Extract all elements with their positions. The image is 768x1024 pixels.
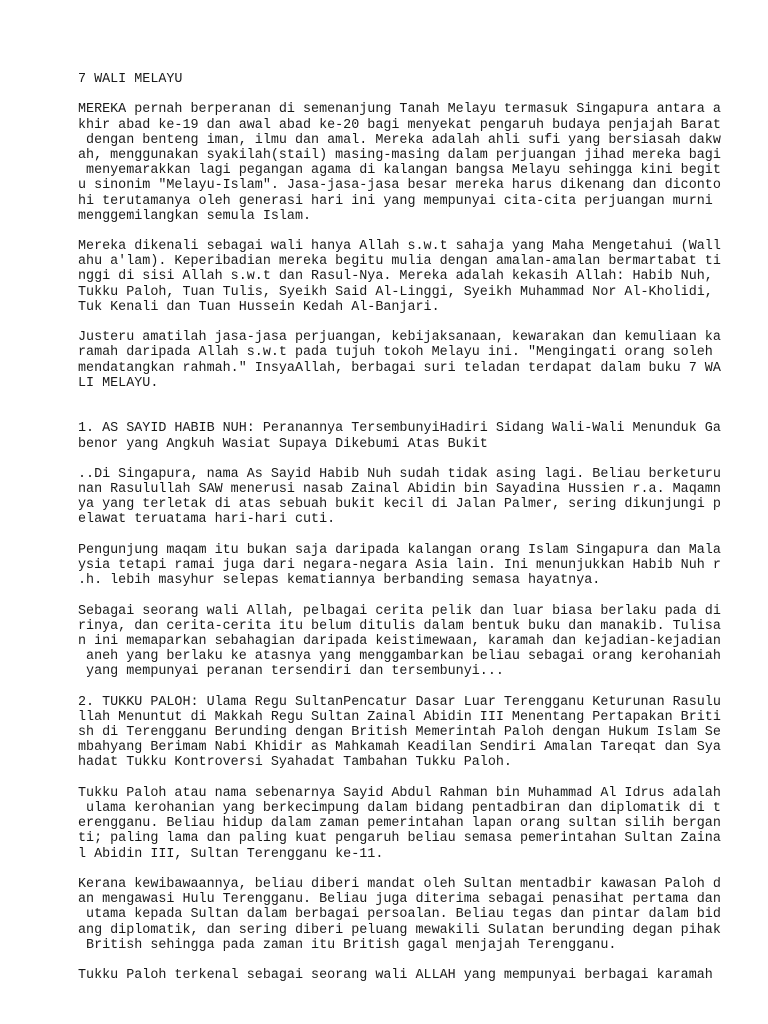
- heading-line: 2. TUKKU PALOH: Ulama Regu SultanPencatur Dasar Luar Terengganu Keturunan Rasulu: [78, 694, 721, 710]
- text-line: nan Rasulullah SAW menerusi nasab Zainal Abidin bin Sayadina Hussien r.a. Maqamn: [78, 482, 721, 498]
- text-line: dengan benteng iman, ilmu dan amal. Mereka adalah ahli sufi yang bersiasah dakw: [78, 132, 721, 148]
- text-line: LI MELAYU.: [78, 375, 159, 391]
- spacer: [78, 862, 758, 877]
- text-line: ysia tetapi ramai juga dari negara-negara Asia lain. Ini menunjukkan Habib Nuh r: [78, 558, 721, 573]
- text-line: an mengawasi Hulu Terengganu. Beliau juga diterima sebagai penasihat pertama dan: [78, 892, 721, 908]
- heading-line: 1. AS SAYID HABIB NUH: Peranannya TersembunyiHadiri Sidang Wali-Wali Menunduk Ga: [78, 421, 721, 437]
- text-line: ti; paling lama dan paling kuat pengaruh beliau semasa pemerintahan Sultan Zaina: [78, 831, 721, 847]
- text-line: aneh yang berlaku ke atasnya yang menggambarkan beliau sebagai orang kerohaniah: [78, 649, 721, 665]
- spacer: [78, 315, 758, 330]
- text-line: Tukku Paloh, Tuan Tulis, Syeikh Said Al-Linggi, Syeikh Muhammad Nor Al-Kholidi,: [78, 284, 713, 300]
- text-line: Pengunjung maqam itu bukan saja daripada kalangan orang Islam Singapura dan Mala: [78, 542, 721, 558]
- section-2-paragraph-2: [78, 877, 758, 953]
- spacer: [78, 87, 758, 102]
- text-line: utama kepada Sultan dalam berbagai persoalan. Beliau tegas dan pintar dalam bid: [78, 907, 721, 923]
- text-line: ah, menggunakan syakilah(stail) masing-masing dalam perjuangan jihad mereka bagi: [78, 147, 721, 163]
- section-2-heading: [78, 695, 758, 771]
- spacer: [78, 224, 758, 239]
- text-line: rinya, dan cerita-cerita itu belum ditulis dalam bentuk buku dan manakib. Tulisa: [78, 618, 721, 634]
- section-2-paragraph-1: [78, 786, 758, 862]
- text-line: Tuk Kenali dan Tuan Hussein Kedah Al-Banjari.: [78, 299, 440, 315]
- text-line: Mereka dikenali sebagai wali hanya Allah s.w.t sahaja yang Maha Mengetahui (Wall: [78, 239, 721, 255]
- heading-line: llah Menuntut di Makkah Regu Sultan Zainal Abidin III Menentang Pertapakan Briti: [78, 709, 721, 725]
- section-1-paragraph-3: [78, 604, 758, 680]
- text-line: ..Di Singapura, nama As Sayid Habib Nuh sudah tidak asing lagi. Beliau berketuru: [78, 466, 721, 482]
- text-line: ya yang terletak di atas sebuah bukit kecil di Jalan Palmer, sering dikunjungi p: [78, 497, 721, 513]
- text-line: Sebagai seorang wali Allah, pelbagai cerita pelik dan luar biasa berlaku pada di: [78, 603, 721, 619]
- spacer: [78, 406, 758, 421]
- document-title: 7 WALI MELAYU: [78, 72, 183, 87]
- spacer: [78, 588, 758, 603]
- heading-line: benor yang Angkuh Wasiat Supaya Dikebumi Atas Bukit: [78, 436, 488, 452]
- text-line: ulama kerohanian yang berkecimpung dalam bidang pentadbiran dan diplomatik di t: [78, 801, 721, 816]
- section-1-paragraph-2: [78, 543, 758, 589]
- text-line: mendatangkan rahmah." InsyaAllah, berbagai suri teladan terdapat dalam buku 7 WA: [78, 360, 721, 376]
- section-1-paragraph-1: [78, 467, 758, 528]
- text-line: hi terutamanya oleh generasi hari ini yang mempunyai cita-cita perjuangan murni: [78, 193, 713, 209]
- intro-paragraph-3: [78, 330, 758, 391]
- text-line: n ini memaparkan sebahagian daripada keistimewaan, karamah dan kejadian-kejadian: [78, 633, 721, 649]
- spacer: [78, 391, 758, 406]
- text-line: nggi di sisi Allah s.w.t dan Rasul-Nya. Mereka adalah kekasih Allah: Habib Nuh,: [78, 269, 713, 285]
- text-line: Justeru amatilah jasa-jasa perjuangan, kebijaksanaan, kewarakan dan kemuliaan ka: [78, 330, 721, 346]
- text-line: erengganu. Beliau hidup dalam zaman pemerintahan lapan orang sultan silih bergan: [78, 816, 721, 832]
- spacer: [78, 953, 758, 968]
- text-line: yang mempunyai peranan tersendiri dan tersembunyi...: [78, 664, 504, 680]
- text-line: MEREKA pernah berperanan di semenanjung Tanah Melayu termasuk Singapura antara a: [78, 102, 721, 118]
- text-line: u sinonim "Melayu-Islam". Jasa-jasa-jasa besar mereka harus dikenang dan diconto: [78, 178, 721, 194]
- text-line: ahu a'lam). Keperibadian mereka begitu mulia dengan amalan-amalan bermartabat ti: [78, 254, 721, 270]
- heading-line: sh di Terengganu Berunding dengan British Memerintah Paloh dengan Hukum Islam Se: [78, 725, 721, 741]
- intro-paragraph-2: [78, 239, 758, 315]
- document-page: [78, 72, 758, 983]
- text-line: l Abidin III, Sultan Terengganu ke-11.: [78, 846, 384, 862]
- spacer: [78, 771, 758, 786]
- text-line: British sehingga pada zaman itu British gagal menjajah Terengganu.: [78, 937, 617, 953]
- spacer: [78, 680, 758, 695]
- text-line: ramah daripada Allah s.w.t pada tujuh tokoh Melayu ini. "Mengingati orang soleh: [78, 345, 713, 361]
- section-1-heading: [78, 421, 758, 451]
- text-line: ang diplomatik, dan sering diberi peluang mewakili Sulatan berunding degan pihak: [78, 922, 721, 938]
- text-line: Tukku Paloh atau nama sebenarnya Sayid Abdul Rahman bin Muhammad Al Idrus adalah: [78, 785, 721, 801]
- text-line: khir abad ke-19 dan awal abad ke-20 bagi menyekat pengaruh budaya penjajah Barat: [78, 117, 721, 133]
- intro-paragraph-1: [78, 102, 758, 224]
- section-2-paragraph-3: [78, 968, 758, 983]
- text-line: Kerana kewibawaannya, beliau diberi mandat oleh Sultan mentadbir kawasan Paloh d: [78, 876, 721, 892]
- text-line: Tukku Paloh terkenal sebagai seorang wali ALLAH yang mempunyai berbagai karamah: [78, 968, 713, 984]
- heading-line: hadat Tukku Kontroversi Syahadat Tambahan Tukku Paloh.: [78, 755, 512, 771]
- text-line: .h. lebih masyhur selepas kematiannya berbanding semasa hayatnya.: [78, 573, 601, 589]
- heading-line: mbahyang Berimam Nabi Khidir as Mahkamah Keadilan Sendiri Amalan Tareqat dan Sya: [78, 740, 721, 756]
- text-line: menggemilangkan semula Islam.: [78, 208, 312, 224]
- spacer: [78, 452, 758, 467]
- text-line: elawat teruatama hari-hari cuti.: [78, 512, 336, 528]
- spacer: [78, 528, 758, 543]
- text-line: menyemarakkan lagi pegangan agama di kalangan bangsa Melayu sehingga kini begit: [78, 163, 721, 179]
